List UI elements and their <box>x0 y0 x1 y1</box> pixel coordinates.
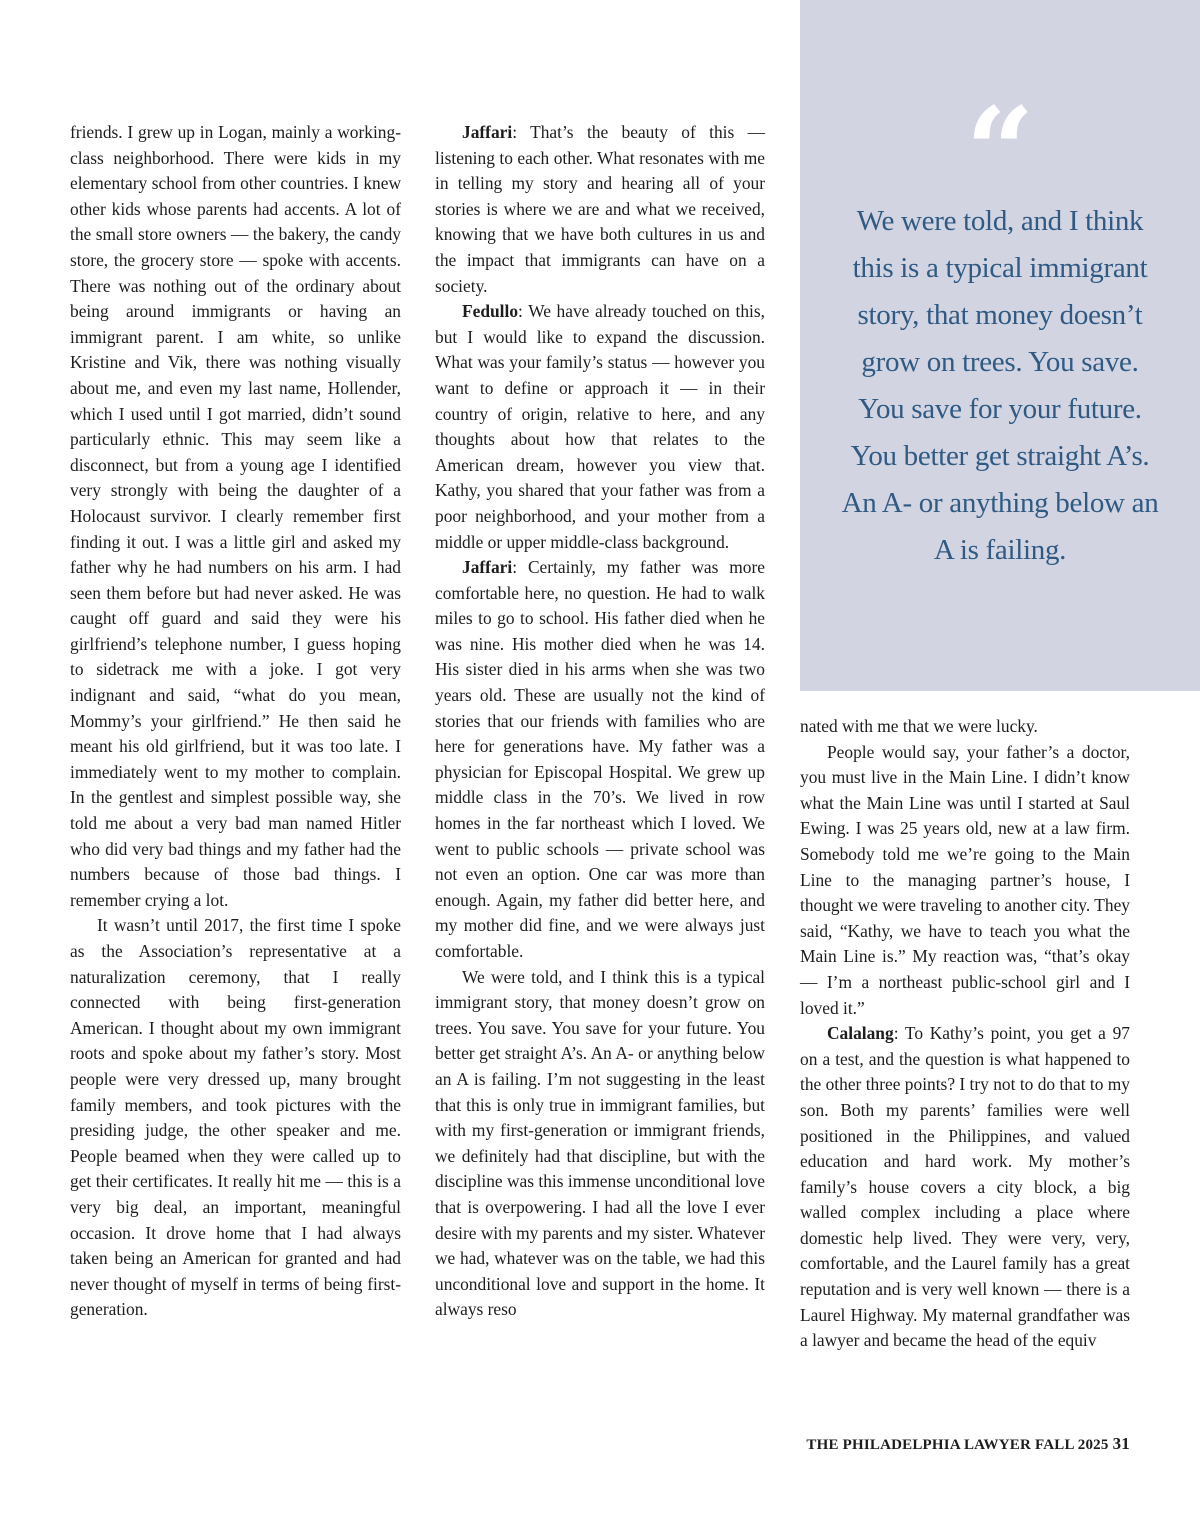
body-paragraph <box>435 120 765 299</box>
publication-name: THE PHILADELPHIA LAWYER FALL 2025 <box>806 1437 1109 1453</box>
article-column-2 <box>435 120 765 1323</box>
body-paragraph <box>435 555 765 965</box>
article-column-3 <box>800 714 1130 1354</box>
body-paragraph: It wasn’t until 2017, the first time I spoke as the Association’s representative at a naturalization ceremony, that I really connected with being first-generation American. I thought about my own immigrant roots and spoke about my father’s story. Most people were very dressed up, many brought family members, and took pictures with the presiding judge, the other speaker and me. People beamed when they were called up to get their certificates. It really hit me — this is a very big deal, an important, meaningful occasion. It drove home that I had always taken being an American for granted and had never thought of myself in terms of being first-generation. <box>70 915 401 1320</box>
page-number: 31 <box>1112 1434 1130 1453</box>
body-paragraph <box>435 299 765 555</box>
speaker-name: Jaffari <box>462 122 513 142</box>
speaker-name: Fedullo <box>462 301 519 322</box>
body-paragraph: People would say, your father’s a doctor, you must live in the Main Line. I didn’t know what the Main Line was until I started at Saul Ewing. I was 25 years old, new at a law firm. Somebody told me we’re going to the Main Line to the managing partner’s house, I thought we were traveling to another city. They said, “Kathy, we have to teach you what the Main Line is.” My reaction was, “that’s okay — I’m a northeast public-school girl and I loved it.” <box>800 741 1130 1018</box>
body-paragraph <box>800 1021 1130 1354</box>
speaker-text: : Certainly, my father was more comfortable here, no question. He had to walk miles to go to school. His father died when he was nine. His mother died when he was 14. His sister died in his arms when she was two years old. These are usually not the kind of stories that our friends with families who are here for generations have. My father was a physician for Episcopal Hospital. We grew up middle class in the 70’s. We lived in row homes in the far northeast which I loved. We went to public schools — private school was not even an option. One car was more than enough. Again, my father did better here, and my mother did fine, and we were always just comfortable. <box>435 557 765 961</box>
pull-quote-box <box>800 0 1200 691</box>
quote-mark-icon: “ <box>965 81 1035 222</box>
body-paragraph: We were told, and I think this is a typical immigrant story, that money doesn’t grow on trees. You save. You save for your future. You better get straight A’s. An A- or anything below an A is failing. I’m not suggesting in the least that this is only true in immigrant families, but with my first-generation or immigrant friends, we definitely had that discipline, but with the discipline was this immense unconditional love that is overpowering. I had all the love I ever desire with my parents and my sister. Whatever we had, whatever was on the table, we had this unconditional love and support in the home. It always reso <box>435 966 766 1320</box>
article-column-1 <box>70 120 401 1323</box>
body-paragraph: nated with me that we were lucky. <box>800 716 1038 736</box>
speaker-text: : We have already touched on this, but I would like to expand the discussion. What was your family’s status — however you want to define or approach it — in their country of origin, relative to here, and any thoughts about how that relates to the American dream, however you view that. Kathy, you shared that your father was from a poor neighborhood, and your mother from a middle or upper middle-class background. <box>435 301 765 552</box>
speaker-text: : To Kathy’s point, you get a 97 on a test, and the question is what happened to the other three points? I try not to do that to my son. Both my parents’ families were well positioned in the Philippines, and valued education and hard work. My mother’s family’s house covers a city block, a big walled complex including a place where domestic help lived. They were very, very, comfortable, and the Laurel family has a great reputation and is very well known — there is a Laurel Highway. My maternal grandfather was a lawyer and became the head of the equiv <box>800 1023 1130 1351</box>
speaker-text: : That’s the beauty of this — listening to each other. What resonates with me in telling my story and hearing all of your stories is where we are and what we received, knowing that we have both cultures in us and the impact that immigrants can have on a society. <box>435 122 765 296</box>
speaker-name: Jaffari <box>462 557 513 578</box>
pull-quote-text: We were told, and I think this is a typical immigrant story, that money doesn’t grow on trees. You save. You save for your future. You better get straight A’s. An A- or anything below an A is failing. <box>841 205 1159 566</box>
body-paragraph: friends. I grew up in Logan, mainly a working-class neighborhood. There were kids in my elementary school from other countries. I knew other kids whose parents had accents. A lot of the small store owners — the bakery, the candy store, the grocery store — spoke with accents. There was nothing out of the ordinary about being around immigrants or having an immigrant parent. I am white, so unlike Kristine and Vik, there was nothing visually about me, and even my last name, Hollender, which I used until I got married, didn’t sound particularly ethnic. This may seem like a disconnect, but from a young age I identified very strongly with being the daughter of a Holocaust survivor. I clearly remember first finding it out. I was a little girl and asked my father why he had numbers on his arm. I had seen them before but had never asked. He was caught off guard and said they were his girlfriend’s telephone number, I guess hoping to sidetrack me with a joke. I got very indignant and said, “what do you mean, Mommy’s your girlfriend.” He then said he meant his old girlfriend, but it was too late. I immediately went to my mother to complain. In the gentlest and simplest possible way, she told me about a very bad man named Hitler who did very bad things and my father had the numbers because of those bad things. I remember crying a lot. <box>70 122 401 910</box>
speaker-name: Calalang <box>827 1023 894 1044</box>
page-footer <box>806 1434 1130 1454</box>
